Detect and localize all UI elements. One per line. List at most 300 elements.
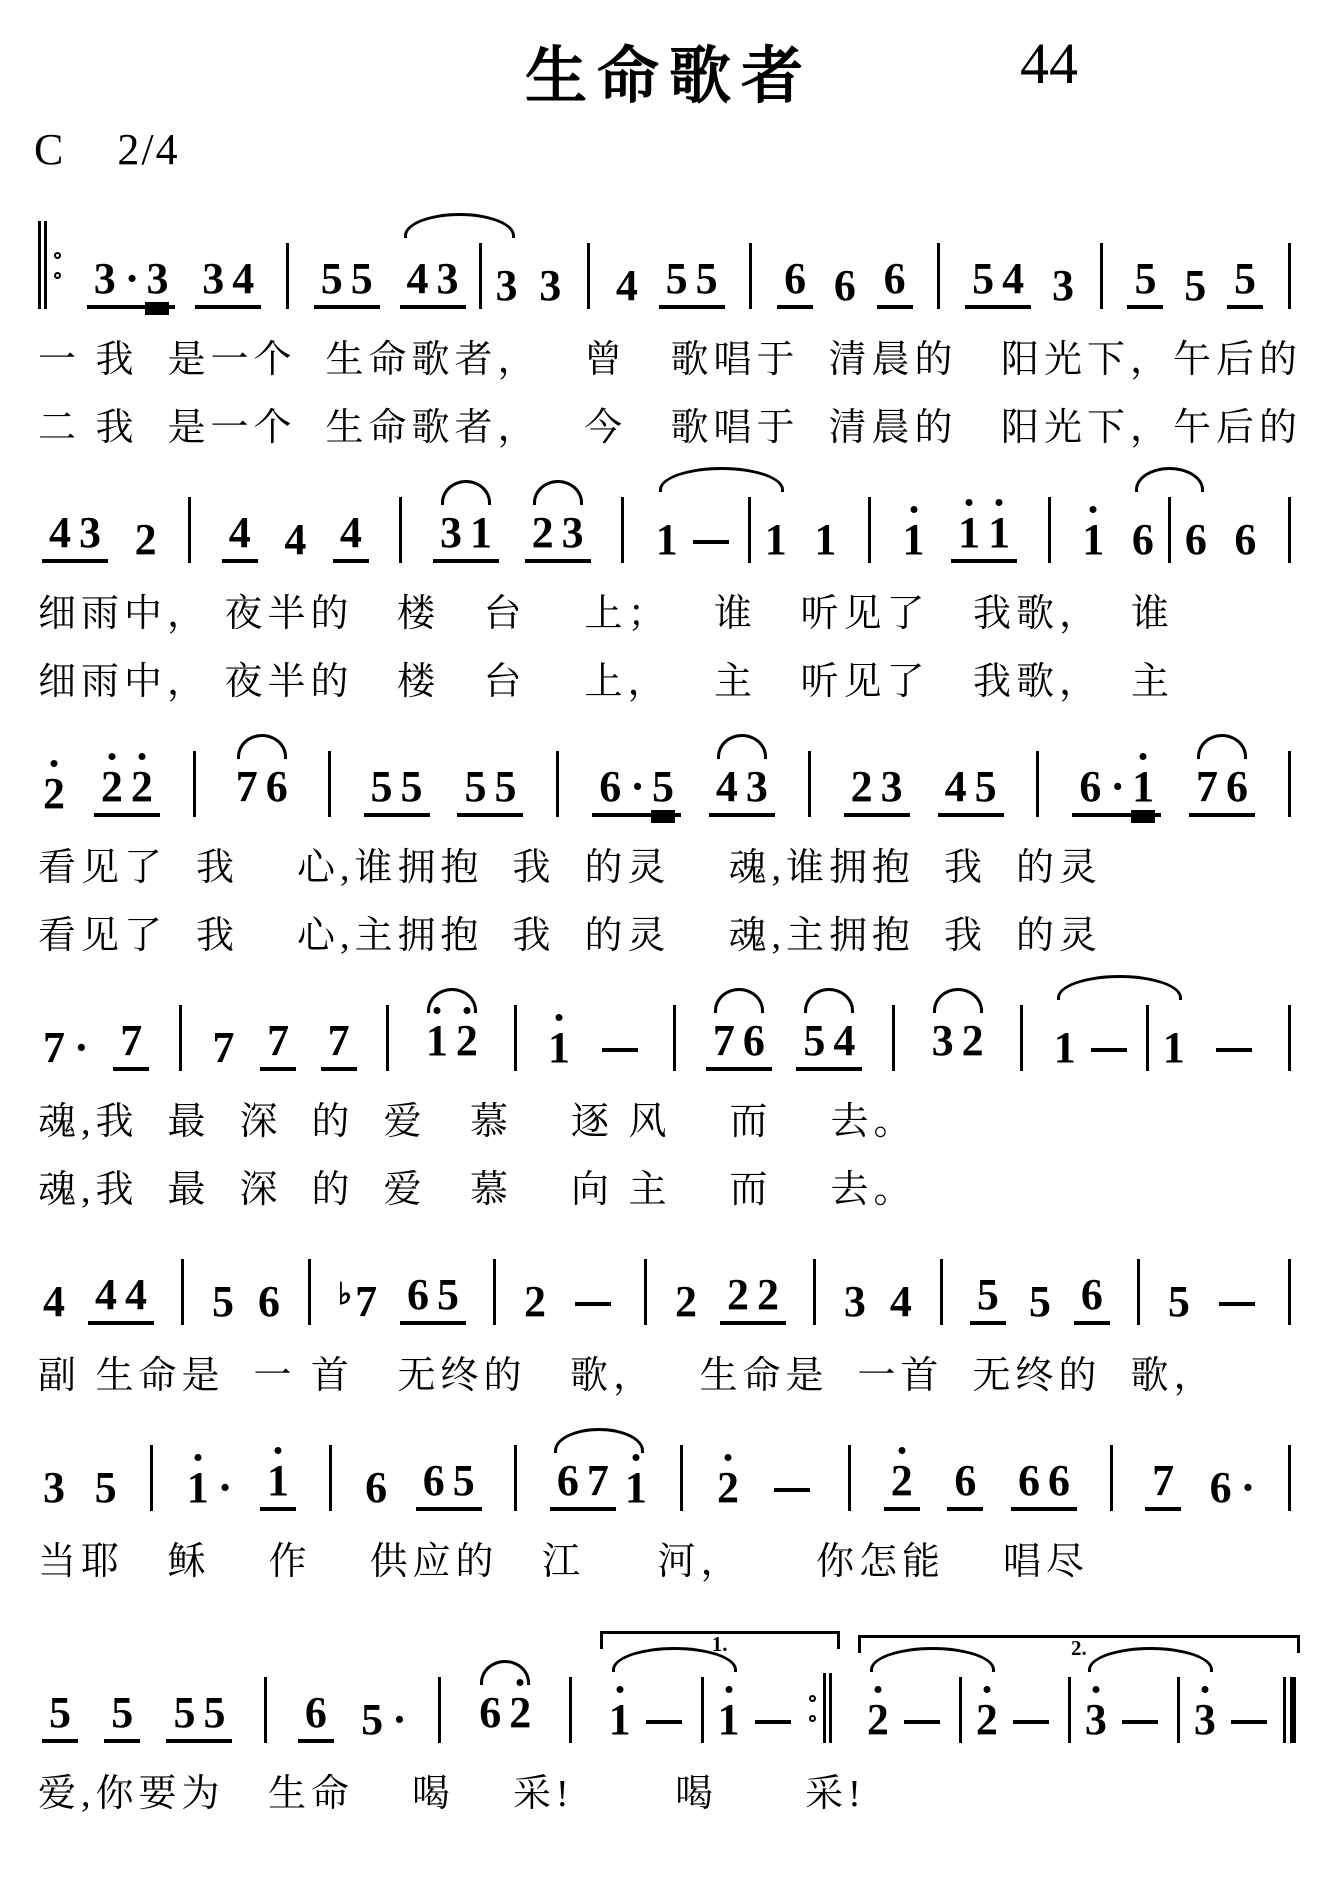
beamed-group: [400, 1272, 466, 1325]
note: [304, 1690, 328, 1736]
note: [651, 764, 675, 810]
note-digit: 5: [370, 762, 393, 811]
note-digit-high-octave: 1: [267, 1456, 289, 1505]
note-digit: 6: [1131, 515, 1154, 564]
beamed-group-slur: [419, 1018, 485, 1071]
barline: [868, 497, 871, 563]
note-digit: 6: [304, 1688, 327, 1737]
beamed-group: [400, 256, 466, 309]
note: [1225, 764, 1249, 810]
lyrics-line: 魂,我 最 深 的 爱 慕 向 主 而 去。: [38, 1169, 917, 1211]
note-digit: 2: [726, 1270, 749, 1319]
note-digit-high-octave: 2: [717, 1463, 740, 1512]
note-digit: 5: [1134, 254, 1157, 303]
note-digit: 6: [479, 1688, 502, 1737]
note-digit: 5: [173, 1688, 196, 1737]
note: [538, 263, 562, 309]
beamed-group: [938, 764, 1004, 817]
beamed-group: [1074, 1272, 1110, 1325]
note-digit-high-octave: 1: [1132, 762, 1155, 811]
beamed-group: [844, 764, 910, 817]
note: [124, 1272, 148, 1318]
note-digit: 4: [49, 508, 71, 557]
barline: [1110, 1445, 1113, 1511]
note: [364, 1465, 388, 1511]
beamed-group: [457, 764, 523, 817]
note-digit: 5: [494, 762, 517, 811]
note: [94, 1465, 118, 1511]
note: [1078, 764, 1125, 810]
barline: [286, 243, 289, 309]
barline: [1288, 1005, 1291, 1071]
note: [850, 764, 874, 810]
note: [976, 1272, 1000, 1318]
note-digit: 7: [1195, 762, 1218, 811]
note-digit: 7: [267, 1016, 290, 1065]
note: [931, 1018, 955, 1064]
note: [655, 517, 679, 563]
tie-span: [651, 497, 792, 563]
beamed-group: [87, 256, 176, 309]
note-digit: 3: [146, 254, 169, 303]
note: [436, 1272, 460, 1318]
page-number: 44: [1020, 31, 1078, 96]
barline: [1288, 1445, 1291, 1511]
note-digit: 3: [745, 762, 768, 811]
barline: [1288, 497, 1291, 563]
note-digit: 5: [972, 254, 995, 303]
note: [478, 1690, 502, 1736]
beamed-group-slur: [925, 1018, 991, 1071]
note: [266, 1018, 290, 1064]
barline: [514, 1005, 517, 1071]
beamed-group: [416, 1458, 482, 1511]
note-digit: 3: [1051, 261, 1074, 310]
volta-label: 2.: [1071, 1636, 1087, 1660]
note: [665, 256, 689, 302]
note: [843, 1279, 867, 1325]
barline: [329, 1445, 332, 1511]
note: [119, 1018, 143, 1064]
note: [756, 1272, 780, 1318]
flat-icon: ♭: [337, 1278, 353, 1311]
dash-note: [1231, 1720, 1267, 1724]
note: [495, 263, 519, 309]
note-digit: 2: [961, 1016, 984, 1065]
page-header: [30, 18, 1308, 118]
note: [608, 1697, 632, 1743]
tie-span: [1080, 1677, 1221, 1743]
beamed-group-slur: [1189, 764, 1255, 817]
barline: [1100, 243, 1103, 309]
note: [987, 510, 1011, 556]
note-digit: 5: [1234, 254, 1256, 303]
barline: [813, 1259, 816, 1325]
note-digit: 4: [715, 762, 738, 811]
note-digit-high-octave: 2: [509, 1688, 532, 1737]
note-digit: 5: [464, 762, 487, 811]
note: [406, 256, 430, 302]
note-digit: 6: [1080, 1270, 1103, 1319]
beamed-group: [104, 1690, 140, 1743]
note-digit: 4: [284, 515, 307, 564]
note-digit-high-octave: 2: [866, 1695, 889, 1744]
lyrics-line: 魂,我 最 深 的 爱 慕 逐 风 而 去。: [38, 1101, 917, 1143]
beamed-group: [113, 1018, 149, 1071]
note: [100, 764, 124, 810]
note-digit: 6: [599, 762, 622, 811]
note-digit: 1: [470, 508, 493, 557]
note-digit: 4: [228, 508, 251, 557]
dash-note: [646, 1720, 682, 1724]
barline: [479, 243, 482, 309]
note: [717, 1697, 741, 1743]
note-digit-high-octave: 1: [548, 1023, 571, 1072]
beamed-group: [1072, 764, 1161, 817]
note-digit-high-octave: 1: [1082, 515, 1105, 564]
note-digit: 2: [674, 1277, 697, 1326]
note: [1162, 1025, 1186, 1071]
dash-note: [1091, 1048, 1127, 1052]
note-digit: 3: [495, 261, 518, 310]
barline: [1020, 1005, 1023, 1071]
barline: [673, 1005, 676, 1071]
note: [1183, 263, 1207, 309]
note-digit: 1: [814, 515, 837, 564]
music-system-6: [30, 1399, 1308, 1517]
note-digit: 6: [1047, 1456, 1070, 1505]
augmentation-dot: ·: [217, 1463, 233, 1512]
note: [370, 764, 394, 810]
music-system-3: [30, 705, 1308, 823]
repeat-end-barline: [805, 1673, 832, 1743]
note-digit: 3: [843, 1277, 866, 1326]
beamed-group: [314, 256, 380, 309]
note-digit: 6: [1234, 515, 1257, 564]
note: [42, 1025, 89, 1071]
beamed-group-slur: [433, 510, 499, 563]
barline: [1137, 1259, 1140, 1325]
barline: [749, 243, 752, 309]
note: [974, 764, 998, 810]
note-digit-high-octave: 2: [890, 1456, 913, 1505]
note: [883, 256, 907, 302]
note-digit: 5: [400, 762, 423, 811]
tonality: C: [34, 125, 66, 174]
barline: [438, 1677, 441, 1743]
note: [201, 256, 225, 302]
barline: [1168, 497, 1171, 563]
note-digit: 6: [1209, 1463, 1232, 1512]
note-digit: 6: [407, 1270, 430, 1319]
note-digit: 5: [452, 1456, 475, 1505]
music-system-4: [30, 959, 1308, 1077]
note: [1084, 1697, 1108, 1743]
beamed-group: [970, 1272, 1006, 1325]
tie-span: [1127, 497, 1212, 563]
note: [257, 1279, 281, 1325]
beamed-group: [965, 256, 1031, 309]
note: [508, 1690, 532, 1736]
tie-span: [1049, 1005, 1190, 1071]
note-digit: 5: [974, 762, 997, 811]
note: [813, 517, 837, 563]
note: [866, 1697, 890, 1743]
barline: [892, 1005, 895, 1071]
note-digit: 1: [1053, 1023, 1076, 1072]
note-digit-high-octave: 1: [624, 1463, 647, 1512]
augmentation-dot: ·: [630, 762, 645, 811]
note-digit: 5: [211, 1277, 234, 1326]
note-digit: 5: [1167, 1277, 1190, 1326]
note: [1047, 1458, 1071, 1504]
note: [1195, 764, 1219, 810]
note-digit: 5: [49, 1688, 71, 1737]
note: [716, 1465, 740, 1511]
dash-note: [1216, 1048, 1252, 1052]
barline: [1036, 751, 1039, 817]
barline: [514, 1445, 517, 1511]
note-digit-high-octave: 2: [43, 769, 65, 818]
note-digit: 5: [320, 254, 343, 303]
note: [436, 256, 460, 302]
note: [598, 764, 645, 810]
note: [455, 1018, 479, 1064]
barline: [150, 1445, 153, 1511]
note: [531, 510, 555, 556]
note: [957, 510, 981, 556]
note-digit: 1: [655, 515, 678, 564]
note: [425, 1018, 449, 1064]
lyrics-line: 副 生命是 一 首 无终的 歌， 生命是 一首 无终的 歌，: [38, 1355, 1217, 1397]
note-digit: 5: [976, 1270, 999, 1319]
note-digit: 6: [1079, 762, 1102, 811]
barline: [621, 497, 624, 563]
note-digit: 6: [954, 1456, 977, 1505]
note: [228, 510, 252, 556]
beamed-group: [1127, 256, 1163, 309]
note: [130, 764, 154, 810]
augmentation-dot: ·: [1110, 762, 1126, 811]
beamed-group: [260, 1018, 296, 1071]
note-digit-high-octave: 2: [455, 1016, 478, 1065]
note-digit: 3: [440, 508, 463, 557]
note-digit: 3: [79, 508, 101, 557]
note-digit: 2: [134, 515, 157, 564]
beamed-group: [94, 764, 160, 817]
note: [1053, 1025, 1077, 1071]
note-digit: 5: [1184, 261, 1207, 310]
barline: [179, 1005, 182, 1071]
beamed-group: [1145, 1458, 1181, 1511]
barline: [399, 497, 402, 563]
barline: [308, 1259, 311, 1325]
beamed-group-slur: [706, 1018, 772, 1071]
beamed-group-slur: [709, 764, 775, 817]
note-digit: 4: [339, 508, 362, 557]
note: [327, 1018, 351, 1064]
note-digit-high-octave: 1: [425, 1016, 448, 1065]
note: [1167, 1279, 1191, 1325]
note: [1028, 1279, 1052, 1325]
note: [339, 510, 363, 556]
note-digit: 3: [561, 508, 584, 557]
beamed-group: [1227, 256, 1263, 309]
note: [712, 1018, 736, 1064]
note-digit: 5: [437, 1270, 460, 1319]
note: [1233, 256, 1257, 302]
barline: [493, 1259, 496, 1325]
barline: [940, 1259, 943, 1325]
note-digit: 4: [615, 261, 638, 310]
note-digit-high-octave: 1: [988, 508, 1011, 557]
note-digit: 5: [665, 254, 688, 303]
barline: [959, 1677, 962, 1743]
barline: [937, 243, 940, 309]
note-digit: 5: [361, 1695, 384, 1744]
beamed-group: [947, 1458, 983, 1511]
note: [266, 1458, 290, 1504]
note-digit: 7: [327, 1016, 350, 1065]
final-barline: [1283, 1677, 1296, 1743]
note: [42, 771, 66, 817]
note-digit: 6: [265, 762, 288, 811]
barline: [1048, 497, 1051, 563]
note-digit: 3: [93, 254, 116, 303]
beamed-group: [222, 510, 258, 563]
note-digit: 5: [203, 1688, 226, 1737]
note: [726, 1272, 750, 1318]
volta-bracket-2.: [858, 1635, 1300, 1743]
barline: [556, 751, 559, 817]
note: [1133, 256, 1157, 302]
note: [742, 1018, 766, 1064]
note-digit-high-octave: 1: [608, 1695, 631, 1744]
note-digit: 5: [1028, 1277, 1051, 1326]
note-digit-high-octave: 1: [958, 508, 981, 557]
note-digit: 7: [586, 1456, 609, 1505]
barline: [1068, 1677, 1071, 1743]
note-digit-high-octave: 3: [1084, 1695, 1107, 1744]
lyrics-line: 细雨中， 夜半的 楼 台 上； 谁 听见了 我歌， 谁: [38, 593, 1175, 635]
note: [745, 764, 769, 810]
music-system-7: [30, 1585, 1308, 1749]
note: [944, 764, 968, 810]
dash-note: [1013, 1720, 1049, 1724]
barline: [1288, 243, 1291, 309]
volta-bracket-1.: [600, 1631, 840, 1743]
note-digit: 7: [120, 1016, 143, 1065]
beamed-group: [42, 510, 108, 563]
key-signature: [34, 124, 1308, 175]
note: [674, 1279, 698, 1325]
tie-span: [862, 1677, 1003, 1743]
music-system-1: [30, 175, 1308, 315]
note: [1209, 1465, 1256, 1511]
dash-note: [774, 1488, 810, 1492]
note-digit: 6: [784, 254, 807, 303]
note-digit: 5: [695, 254, 718, 303]
note: [953, 1458, 977, 1504]
lyrics-line: 一 我 是一个 生命歌者， 曾 歌唱于 清晨的 阳光下，午后的: [38, 339, 1303, 381]
note: [463, 764, 487, 810]
beamed-group: [659, 256, 725, 309]
note-digit: 3: [43, 1463, 65, 1512]
barline: [569, 1677, 572, 1743]
tie-span: [546, 1458, 652, 1511]
note: [439, 510, 463, 556]
note: [1233, 517, 1257, 563]
barline: [264, 1677, 267, 1743]
note-digit: 3: [539, 261, 562, 310]
note: [783, 256, 807, 302]
note-digit: 6: [257, 1277, 280, 1326]
lyrics-line: 爱,你要为 生命 喝 采! 喝 采!: [38, 1773, 866, 1815]
note: [406, 1272, 430, 1318]
note-digit: 7: [355, 1277, 378, 1326]
dash-note: [1219, 1302, 1255, 1306]
barline: [680, 1445, 683, 1511]
dash-note: [904, 1720, 940, 1724]
beamed-group: [298, 1690, 334, 1743]
note: [400, 764, 424, 810]
beamed-group: [884, 1458, 920, 1511]
note: [145, 256, 169, 302]
note: [1131, 517, 1155, 563]
note-digit: 4: [1002, 254, 1025, 303]
beamed-group: [195, 256, 261, 309]
note: [802, 1018, 826, 1064]
note: [890, 1458, 914, 1504]
note: [211, 1025, 235, 1071]
note-digit: 1: [764, 515, 787, 564]
lyrics-line: 看见了 我 心,主拥抱 我 的灵 魂,主拥抱 我 的灵: [38, 915, 1103, 957]
barline: [181, 1259, 184, 1325]
note-digit: 7: [43, 1023, 65, 1072]
note-digit-high-octave: 2: [100, 762, 123, 811]
beamed-group: [951, 510, 1017, 563]
dash-note: [602, 1048, 638, 1052]
tie-span: [604, 1677, 745, 1743]
barline: [1177, 1677, 1180, 1743]
note: [1001, 256, 1025, 302]
beamed-group: [260, 1458, 296, 1511]
note: [211, 1279, 235, 1325]
note-digit: 4: [406, 254, 429, 303]
note-digit: 6: [883, 254, 906, 303]
beamed-group: [88, 1272, 154, 1325]
note: [360, 1697, 407, 1743]
note: [134, 517, 158, 563]
beamed-group: [592, 764, 681, 817]
note: [265, 764, 289, 810]
note: [350, 256, 374, 302]
barline: [587, 243, 590, 309]
note-digit-high-octave: 1: [186, 1463, 209, 1512]
beamed-group: [550, 1458, 616, 1511]
time-signature: 2/4: [117, 125, 180, 174]
barline: [848, 1445, 851, 1511]
note-digit-high-octave: 2: [130, 762, 153, 811]
note-digit: 5: [111, 1688, 134, 1737]
note: [94, 1272, 118, 1318]
note: [1081, 517, 1105, 563]
note: [42, 1279, 66, 1325]
augmentation-dot: ·: [392, 1695, 407, 1744]
note: [902, 517, 926, 563]
note-digit: 1: [1162, 1023, 1185, 1072]
dash-note: [693, 540, 729, 544]
